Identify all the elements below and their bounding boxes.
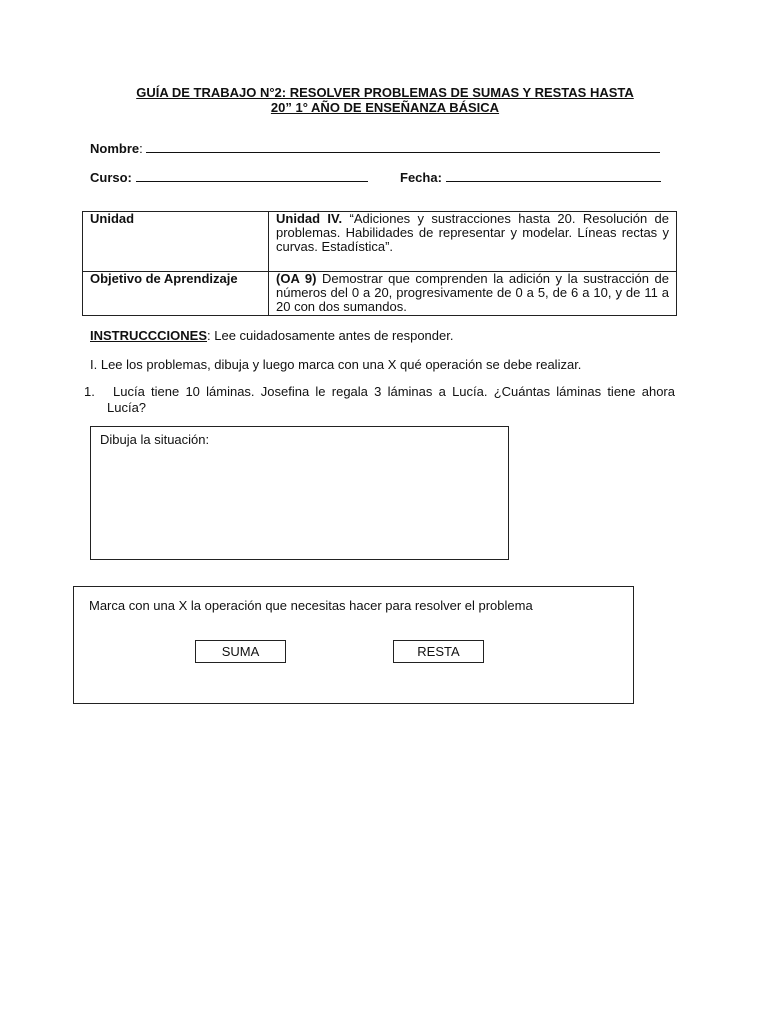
nombre-label: Nombre — [90, 141, 140, 156]
unidad-label: Unidad — [83, 212, 269, 272]
fecha-field[interactable] — [446, 170, 661, 182]
oa-code: (OA 9) — [276, 271, 317, 286]
instructions-text: : Lee cuidadosamente antes de responder. — [207, 328, 454, 343]
problem-number: 1. — [84, 384, 95, 399]
suma-option[interactable]: SUMA — [195, 640, 286, 663]
table-row — [83, 212, 677, 272]
problem-text: Lucía tiene 10 láminas. Josefina le regala 3 láminas a Lucía. ¿Cuántas láminas tiene ahora Lucía? — [107, 384, 675, 415]
resta-option[interactable]: RESTA — [393, 640, 484, 663]
title-line-1: GUÍA DE TRABAJO N°2: RESOLVER PROBLEMAS DE SUMAS Y RESTAS HASTA — [136, 85, 634, 100]
unidad-content — [269, 212, 677, 272]
oa-label: Objetivo de Aprendizaje — [83, 272, 269, 316]
drawing-area[interactable] — [90, 426, 509, 560]
table-row — [83, 272, 677, 316]
oa-content — [269, 272, 677, 316]
nombre-field[interactable] — [146, 141, 660, 153]
oa-description: Demostrar que comprenden la adición y la sustracción de números del 0 a 20, progresivamente de 0 a 5, de 6 a 10, y de 11 a 20 con dos sumandos. — [276, 271, 669, 314]
instructions-label: INSTRUCCCIONES — [90, 328, 208, 343]
curso-label: Curso: — [90, 170, 132, 185]
problem-1 — [84, 384, 675, 416]
info-table — [82, 211, 677, 316]
unidad-description: “Adiciones y sustracciones hasta 20. Resolución de problemas. Habilidades de representar y modelar. Líneas rectas y curvas. Estadística”. — [276, 211, 669, 254]
document-title — [90, 85, 680, 115]
fecha-row — [400, 170, 661, 185]
instructions — [90, 328, 453, 343]
operation-box — [73, 586, 634, 704]
operation-instruction: Marca con una X la operación que necesitas hacer para resolver el problema — [89, 598, 533, 613]
title-line-2: 20” 1° AÑO DE ENSEÑANZA BÁSICA — [270, 100, 500, 115]
fecha-label: Fecha: — [400, 170, 442, 185]
unidad-title: Unidad IV. — [276, 211, 343, 226]
drawing-area-label: Dibuja la situación: — [100, 432, 210, 447]
section-instruction: I. Lee los problemas, dibuja y luego marca con una X qué operación se debe realizar. — [90, 357, 582, 372]
curso-row — [90, 170, 368, 185]
nombre-row: Nombre: — [90, 141, 660, 156]
curso-field[interactable] — [136, 170, 368, 182]
